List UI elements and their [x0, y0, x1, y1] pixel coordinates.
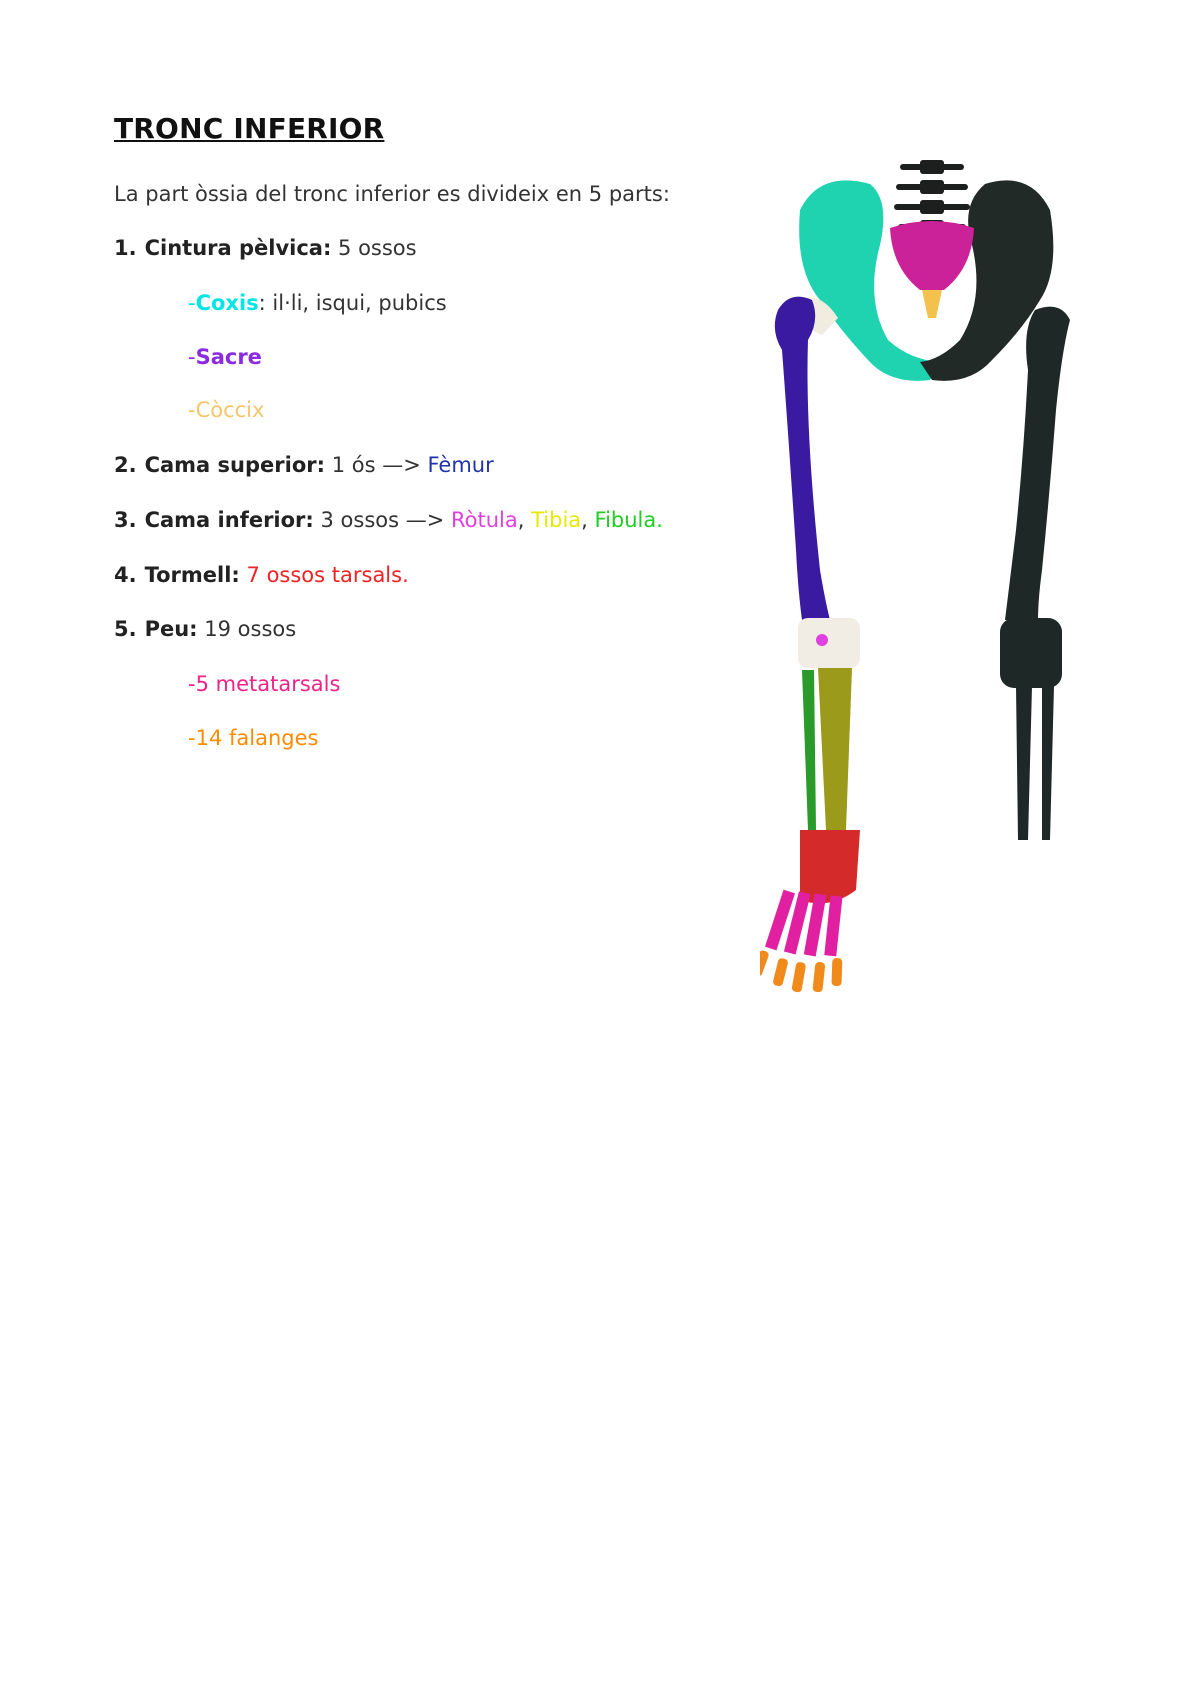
- knee-joint-right: [1000, 618, 1062, 688]
- knee-joint-left: [798, 618, 860, 668]
- item-number: 2.: [114, 453, 137, 477]
- item-term: Cama superior:: [144, 453, 326, 477]
- list-item-foot: [114, 617, 296, 641]
- coxis-label: Coxis: [195, 291, 259, 315]
- sacre-label: Sacre: [195, 345, 262, 369]
- coxis-detail: : il·li, isqui, pubics: [258, 291, 447, 315]
- femur-label: Fèmur: [427, 453, 494, 477]
- item-number: 3.: [114, 508, 137, 532]
- lower-body-skeleton-illustration: [760, 150, 1090, 1030]
- tarsal-bones: [800, 830, 860, 903]
- item-term: Cama inferior:: [144, 508, 314, 532]
- item-number: 5.: [114, 617, 137, 641]
- list-item-ankle: [114, 563, 409, 587]
- item-number: 1.: [114, 236, 137, 260]
- coccyx-bone: [922, 290, 942, 318]
- rotula-label: Ròtula: [451, 508, 518, 532]
- tibia-label: Tibia: [531, 508, 582, 532]
- list-item-upper-leg: [114, 453, 494, 477]
- sub-item-coccix: -Còccix: [188, 398, 265, 422]
- sub-item-metatarsals: -5 metatarsals: [188, 672, 341, 696]
- item-term: Tormell:: [144, 563, 240, 587]
- intro-text: La part òssia del tronc inferior es divideix en 5 parts:: [114, 182, 670, 206]
- coccix-label: Còccix: [195, 398, 265, 422]
- item-term: Cintura pèlvica:: [144, 236, 332, 260]
- item-number: 4.: [114, 563, 137, 587]
- list-item-pelvic-girdle: [114, 236, 417, 260]
- fibula-label: Fibula.: [594, 508, 663, 532]
- sub-item-falanges: -14 falanges: [188, 726, 319, 750]
- page-title: TRONC INFERIOR: [114, 112, 385, 145]
- tibia-bone-left: [818, 668, 852, 830]
- item-detail: 5 ossos: [331, 236, 417, 260]
- sub-item-coxis: -Coxis: il·li, isqui, pubics: [188, 291, 447, 315]
- femur-bone-left: [775, 297, 830, 620]
- item-term: Peu:: [144, 617, 198, 641]
- phalanx-bones: [760, 949, 842, 992]
- sub-item-sacre: -Sacre: [188, 345, 262, 369]
- tarsals-label: 7 ossos tarsals.: [246, 563, 409, 587]
- femur-bone-right: [1005, 307, 1070, 620]
- item-detail: 1 ós —>: [325, 453, 428, 477]
- fibula-bone-left: [802, 670, 816, 830]
- metatarsal-bones: [765, 890, 842, 957]
- list-item-lower-leg: 3. Cama inferior: 3 ossos —> Ròtula, Tibia, Fibula.: [114, 508, 663, 532]
- item-detail: 3 ossos —>: [313, 508, 451, 532]
- item-detail: 19 ossos: [197, 617, 297, 641]
- sacrum-bone: [890, 221, 974, 290]
